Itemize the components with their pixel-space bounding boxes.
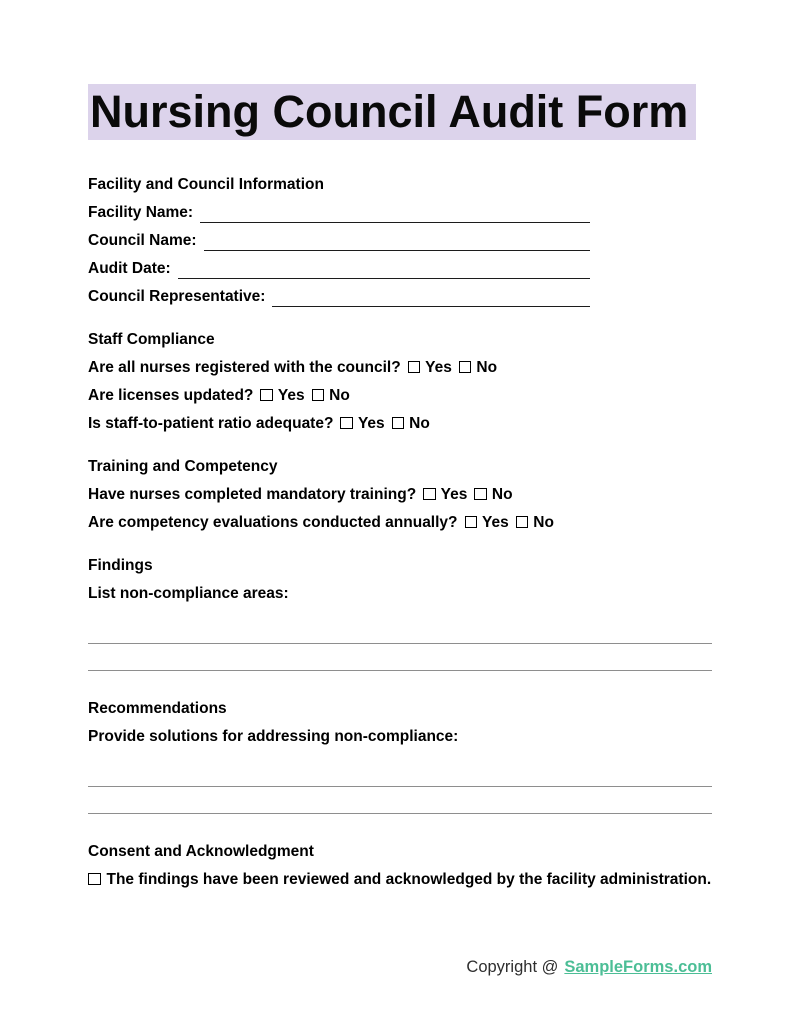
question-text: Have nurses completed mandatory training? <box>88 486 417 503</box>
competency-evaluations-no-checkbox[interactable] <box>516 516 529 529</box>
findings-prompt: List non-compliance areas: <box>88 585 289 602</box>
question-text: Are all nurses registered with the council? <box>88 359 401 376</box>
no-label: No <box>476 359 498 376</box>
no-label: No <box>491 486 513 503</box>
recommendations-prompt: Provide solutions for addressing non-compliance: <box>88 728 459 745</box>
write-in-line[interactable] <box>88 617 712 644</box>
nurses-registered-yes-checkbox[interactable] <box>408 361 421 374</box>
question-mandatory-training <box>88 481 712 509</box>
licenses-updated-yes-checkbox[interactable] <box>260 389 273 402</box>
write-in-line[interactable] <box>88 644 712 671</box>
consent-statement <box>88 866 712 894</box>
question-staff-ratio <box>88 410 712 438</box>
question-text: Are competency evaluations conducted annually? <box>88 514 458 531</box>
section-heading-facility-info: Facility and Council Information <box>88 176 324 193</box>
council-representative-input-line[interactable] <box>272 306 590 307</box>
yes-label: Yes <box>357 415 385 432</box>
question-text: Are licenses updated? <box>88 387 254 404</box>
no-label: No <box>409 415 430 432</box>
mandatory-training-yes-checkbox[interactable] <box>423 488 436 501</box>
field-council-name <box>88 227 590 255</box>
audit-date-input-line[interactable] <box>178 278 590 279</box>
nurses-registered-no-checkbox[interactable] <box>459 361 472 374</box>
council-representative-label: Council Representative: <box>88 288 266 305</box>
write-in-line[interactable] <box>88 760 712 787</box>
yes-label: Yes <box>440 486 468 503</box>
facility-name-label: Facility Name: <box>88 204 194 221</box>
no-label: No <box>533 514 554 531</box>
yes-label: Yes <box>277 387 305 404</box>
consent-checkbox[interactable] <box>88 873 101 886</box>
yes-label: Yes <box>425 359 452 376</box>
page-title: Nursing Council Audit Form <box>88 84 696 140</box>
section-heading-consent: Consent and Acknowledgment <box>88 843 314 860</box>
write-in-line[interactable] <box>88 787 712 814</box>
facility-name-input-line[interactable] <box>200 222 590 223</box>
competency-evaluations-yes-checkbox[interactable] <box>465 516 478 529</box>
yes-label: Yes <box>482 514 509 531</box>
council-name-input-line[interactable] <box>204 250 590 251</box>
section-heading-recommendations: Recommendations <box>88 700 227 717</box>
question-text: Is staff-to-patient ratio adequate? <box>88 415 334 432</box>
field-facility-name <box>88 199 590 227</box>
field-council-representative <box>88 283 590 311</box>
field-audit-date <box>88 255 590 283</box>
footer <box>466 958 712 977</box>
staff-ratio-no-checkbox[interactable] <box>392 417 405 430</box>
consent-statement-text: The findings have been reviewed and acknowledged by the facility administration. <box>106 871 712 888</box>
audit-date-label: Audit Date: <box>88 260 171 277</box>
findings-write-in-area <box>88 617 712 671</box>
staff-ratio-yes-checkbox[interactable] <box>340 417 353 430</box>
licenses-updated-no-checkbox[interactable] <box>312 389 325 402</box>
section-heading-staff-compliance: Staff Compliance <box>88 331 215 348</box>
question-licenses-updated <box>88 382 712 410</box>
recommendations-write-in-area <box>88 760 712 814</box>
no-label: No <box>329 387 350 404</box>
sampleforms-link[interactable]: SampleForms.com <box>564 958 712 976</box>
council-name-label: Council Name: <box>88 232 197 249</box>
section-heading-training: Training and Competency <box>88 458 278 475</box>
question-nurses-registered <box>88 354 712 382</box>
mandatory-training-no-checkbox[interactable] <box>474 488 487 501</box>
question-competency-evaluations <box>88 509 712 537</box>
section-heading-findings: Findings <box>88 557 153 574</box>
copyright-text: Copyright @ <box>466 958 559 976</box>
